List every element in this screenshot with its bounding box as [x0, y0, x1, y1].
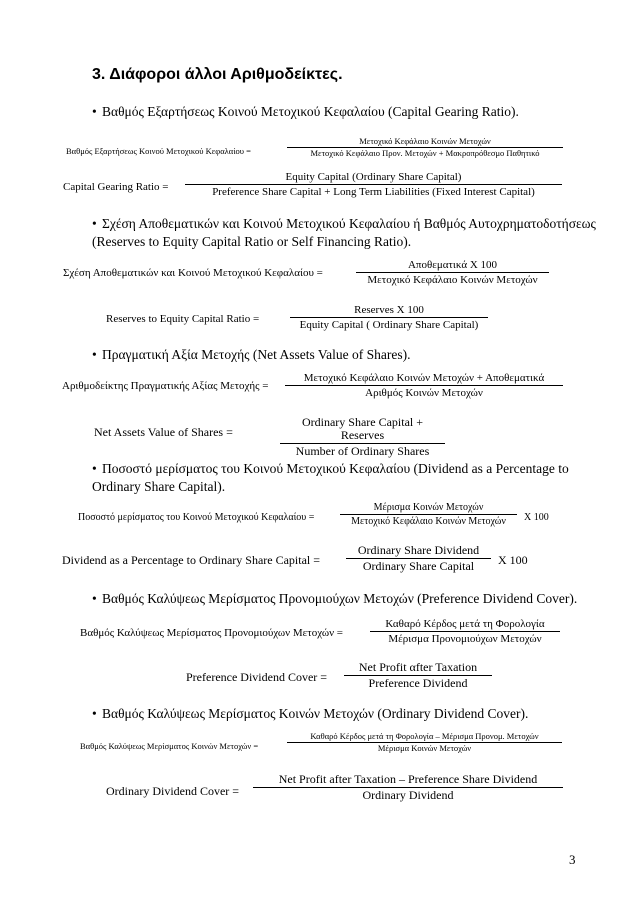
bullet-icon: • [92, 461, 97, 476]
denominator: Number of Ordinary Shares [295, 444, 430, 459]
bullet-text: Πραγματική Αξία Μετοχής (Net Assets Value of Shares). [102, 347, 411, 362]
fraction [285, 372, 563, 400]
numerator: Ordinary Share Dividend [357, 543, 480, 557]
numerator: Net Profit αfter Taxation [358, 660, 478, 674]
formula-suffix: X 100 [524, 512, 549, 523]
numerator: Reserves X 100 [354, 304, 424, 316]
formula-lhs: Dividend as a Percentage to Ordinary Share Capital = [62, 553, 321, 567]
bullet-text: Βαθμός Καλύψεως Μερίσματος Κοινών Μετοχών (Ordinary Dividend Cover). [102, 706, 529, 721]
formula-lhs: Βαθμός Καλύψεως Μερίσματος Προνομιούχων Μετοχών = [80, 627, 344, 639]
fraction [370, 618, 560, 646]
numerator: Μετοχικό Κεφάλαιο Κοινών Μετοχών [359, 136, 491, 146]
bullet-net-assets-value [92, 347, 410, 363]
fraction [356, 259, 549, 287]
bullet-text: Ποσοστό μερίσματος του Κοινού Μετοχικού Κεφαλαίου (Dividend as a Percentage to [102, 461, 569, 476]
formula-lhs: Αριθμοδείκτης Πραγματικής Αξίας Μετοχής = [62, 380, 269, 392]
denominator: Μέρισμα Κοινών Μετοχών [377, 743, 472, 754]
numerator: Καθαρό Κέρδος μετά τη Φορολογία – Μέρισμα Προνομ. Μετοχών [310, 731, 539, 741]
bullet-text-line2: (Reserves to Equity Capital Ratio or Self Financing Ratio). [92, 234, 412, 249]
fraction [287, 732, 562, 754]
denominator: Ordinary Share Capital [362, 559, 475, 574]
bullet-text: Βαθμός Εξαρτήσεως Κοινού Μετοχικού Κεφαλαίου (Capital Gearing Ratio). [102, 104, 519, 119]
denominator: Μετοχικό Κεφάλαιο Προν. Μετοχών + Μακροπρόθεσμο Παθητικό [310, 148, 540, 159]
bullet-reserves-ratio [92, 216, 596, 232]
fraction [253, 773, 563, 803]
fraction [290, 304, 488, 332]
fraction [344, 661, 492, 691]
bullet-preference-dividend-cover [92, 591, 577, 607]
fraction [346, 544, 491, 574]
formula-lhs: Βαθμός Εξαρτήσεως Κοινού Μετοχικού Κεφαλαίου = [66, 146, 251, 156]
bullet-ordinary-dividend-cover [92, 706, 528, 722]
bullet-icon: • [92, 347, 97, 362]
section-heading: 3. Διάφοροι άλλοι Αριθμοδείκτες. [92, 66, 343, 83]
bullet-dividend-percentage [92, 461, 569, 477]
formula-lhs: Ordinary Dividend Cover = [106, 784, 240, 798]
numerator: Net Profit after Taxation – Preference Share Dividend [278, 772, 538, 786]
numerator: Μέρισμα Κοινών Μετοχών [373, 502, 484, 513]
formula-lhs: Σχέση Αποθεματικών και Κοινού Μετοχικού Κεφαλαίου = [63, 267, 323, 279]
denominator: Preference Dividend [368, 676, 468, 691]
fraction [280, 416, 445, 459]
numerator: Equity Capital (Ordinary Share Capital) [285, 171, 462, 183]
fraction [185, 171, 562, 199]
numerator: Ordinary Share Capital + Reserves [301, 415, 424, 443]
bullet-icon: • [92, 591, 97, 606]
denominator: Μέρισμα Προνομιούχων Μετοχών [388, 633, 542, 646]
denominator: Ordinary Dividend [362, 788, 454, 803]
denominator: Αριθμός Κοινών Μετοχών [365, 387, 483, 400]
fraction [340, 502, 517, 528]
bullet-capital-gearing [92, 104, 519, 120]
denominator: Equity Capital ( Ordinary Share Capital) [299, 319, 479, 332]
formula-lhs: Capital Gearing Ratio = [63, 181, 169, 193]
formula-lhs: Βαθμός Καλύψεως Μερίσματος Κοινών Μετοχών = [80, 741, 259, 751]
formula-lhs: Net Assets Value of Shares = [94, 425, 233, 439]
numerator: Μετοχικό Κεφάλαιο Κοινών Μετοχών + Αποθεματικά [303, 372, 545, 384]
formula-lhs: Ποσοστό μερίσματος του Κοινού Μετοχικού Κεφαλαίου = [78, 512, 315, 523]
formula-lhs: Reserves to Equity Capital Ratio = [106, 313, 260, 325]
formula-suffix: X 100 [498, 553, 528, 567]
bullet-text-line2: Ordinary Share Capital). [92, 479, 226, 494]
bullet-icon: • [92, 706, 97, 721]
page-number: 3 [569, 852, 576, 867]
denominator: Preference Share Capital + Long Term Liabilities (Fixed Interest Capital) [212, 186, 535, 199]
numerator: Καθαρό Κέρδος μετά τη Φορολογία [385, 618, 545, 630]
bullet-icon: • [92, 104, 97, 119]
fraction [287, 137, 563, 159]
bullet-text: Σχέση Αποθεματικών και Κοινού Μετοχικού Κεφαλαίου ή Βαθμός Αυτοχρηματοδοτήσεως [102, 216, 596, 231]
bullet-icon: • [92, 216, 97, 231]
denominator: Μετοχικό Κεφάλαιο Κοινών Μετοχών [367, 274, 538, 287]
numerator: Αποθεματικά X 100 [407, 259, 498, 271]
formula-lhs: Preference Dividend Cover = [186, 670, 328, 684]
bullet-text: Βαθμός Καλύψεως Μερίσματος Προνομιούχων Μετοχών (Preference Dividend Cover). [102, 591, 578, 606]
denominator: Μετοχικό Κεφάλαιο Κοινών Μετοχών [351, 516, 506, 527]
